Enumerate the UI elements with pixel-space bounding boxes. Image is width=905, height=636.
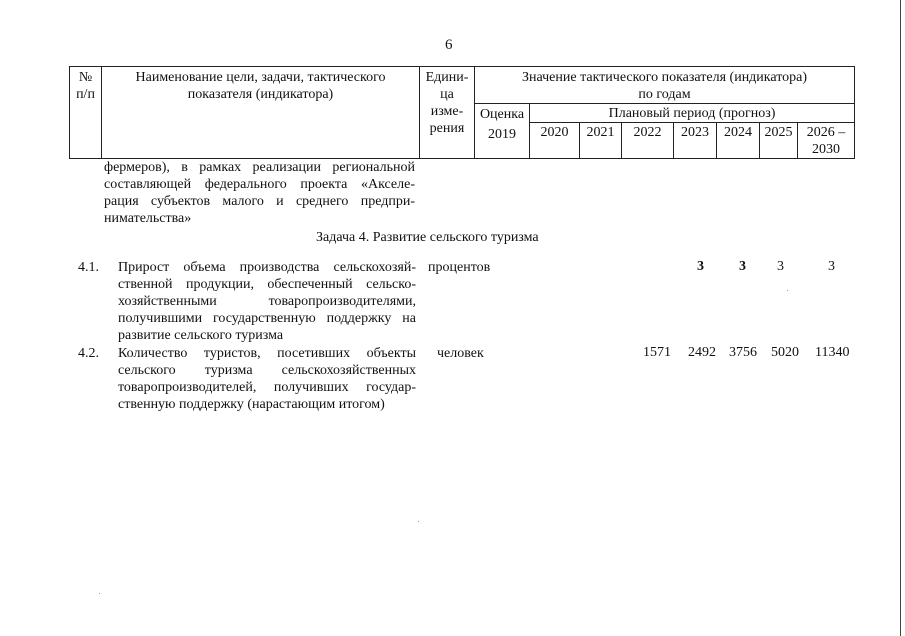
value-2024: 3756 — [729, 345, 757, 360]
value-2024: 3 — [739, 259, 746, 274]
header-col-name: Наименование цели, задачи, тактического показателя (индикатора) — [102, 67, 420, 159]
row-unit: человек — [437, 346, 484, 361]
value-2025: 5020 — [771, 345, 799, 360]
header-col-estimate: Оценка 2019 — [475, 104, 530, 159]
header-year-2020: 2020 — [530, 123, 580, 159]
indicator-table-header — [69, 66, 855, 159]
row-indicator-name: Количество туристов, посетивших объекты сельского туризма сельскохозяйственных товаропроизводителей, получивших государ-ственную поддержку (нарастающим итогом) — [118, 346, 416, 412]
value-2022: 1571 — [643, 345, 671, 360]
page-edge-line — [900, 0, 901, 636]
row-indicator-name: Прирост объема производства сельскохозяй-ственной продукции, обеспеченный сельско-хозяйственными товаропроизводителями, получившими государственную поддержку на развитие сельского туризма — [118, 260, 416, 343]
header-year-2021: 2021 — [580, 123, 622, 159]
task-heading: Задача 4. Развитие сельского туризма — [316, 230, 539, 245]
value-2025: 3 — [777, 259, 784, 274]
value-2023: 2492 — [688, 345, 716, 360]
scan-speck — [787, 290, 788, 291]
header-year-2025: 2025 — [760, 123, 798, 159]
header-col-number: № п/п — [70, 67, 102, 159]
header-year-2023: 2023 — [674, 123, 717, 159]
scan-speck — [99, 593, 100, 594]
scan-speck — [418, 521, 419, 522]
continuation-text: фермеров), в рамках реализации региональной составляющей федерального проекта «Акселе-рация субъектов малого и среднего предпри-нимательства» — [104, 160, 415, 226]
row-number: 4.1. — [78, 260, 99, 275]
value-2023: 3 — [697, 259, 704, 274]
header-year-2022: 2022 — [622, 123, 674, 159]
header-col-unit: Едини- ца изме- рения — [420, 67, 475, 159]
value-2026-2030: 3 — [828, 259, 835, 274]
header-year-2026-2030: 2026 – 2030 — [798, 123, 855, 159]
value-2026-2030: 11340 — [815, 345, 850, 360]
page-number: 6 — [445, 37, 453, 53]
header-col-plan: Плановый период (прогноз) — [530, 104, 855, 123]
header-year-2024: 2024 — [717, 123, 760, 159]
header-col-values: Значение тактического показателя (индикатора) по годам — [475, 67, 855, 104]
row-unit: процентов — [428, 260, 491, 275]
row-number: 4.2. — [78, 346, 99, 361]
